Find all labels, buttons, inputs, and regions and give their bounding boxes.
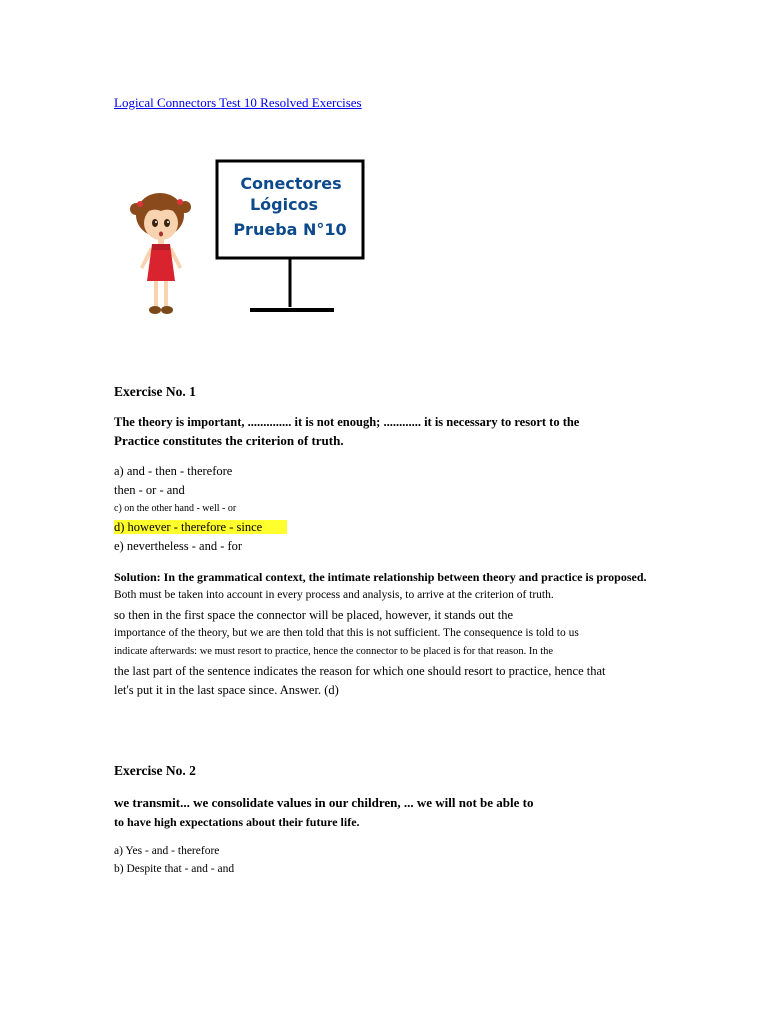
exercise2-option-a: a) Yes - and - therefore xyxy=(114,845,220,857)
answer-highlight: d) however - therefore - since xyxy=(114,520,287,534)
title-link[interactable]: Logical Connectors Test 10 Resolved Exercises xyxy=(114,95,362,110)
exercise1-heading: Exercise No. 1 xyxy=(114,384,196,399)
exercise1-option-d-highlighted xyxy=(114,520,287,535)
board-line-2: Lógicos xyxy=(249,195,319,214)
exercise2-heading: Exercise No. 2 xyxy=(114,763,196,778)
girl-figure xyxy=(130,193,191,314)
exercise1-option-c: c) on the other hand - well - or xyxy=(114,503,237,514)
exercise1-solution-line-1: Solution: In the grammatical context, the intimate relationship between theory and practice is proposed. xyxy=(114,570,647,584)
exercise1-question-line-1: The theory is important, .............. it is not enough; ............ it is necessary to resort to the xyxy=(114,415,580,429)
exercise1-solution-line-4: importance of the theory, but we are then told that this is not sufficient. The consequence is told to us xyxy=(114,627,579,639)
exercise2-option-b: b) Despite that - and - and xyxy=(114,863,235,875)
exercise1-solution-line-3: so then in the first space the connector will be placed, however, it stands out the xyxy=(114,608,514,622)
exercise2-question-line-2: to have high expectations about their future life. xyxy=(114,815,360,829)
exercise1-option-e: e) nevertheless - and - for xyxy=(114,539,243,553)
exercise1-question-line-2: Practice constitutes the criterion of truth. xyxy=(114,433,344,448)
exercise1-solution-line-5: indicate afterwards: we must resort to practice, hence the connector to be placed is for that reason. In the xyxy=(114,646,554,657)
exercise1-solution-line-6: the last part of the sentence indicates the reason for which one should resort to practice, hence that xyxy=(114,664,606,678)
board-line-1: Conectores xyxy=(240,174,342,193)
exercise1-solution-line-7: let's put it in the last space since. Answer. (d) xyxy=(114,683,339,697)
exercise1-solution-line-2: Both must be taken into account in every process and analysis, to arrive at the criterion of truth. xyxy=(114,589,554,601)
exercise1-option-a: a) and - then - therefore xyxy=(114,464,233,478)
exercise1-option-b: then - or - and xyxy=(114,483,185,497)
board-line-3: Prueba N°10 xyxy=(233,220,347,239)
exercise2-question-line-1: we transmit... we consolidate values in our children, ... we will not be able to xyxy=(114,795,534,810)
girl-with-board-illustration xyxy=(128,155,373,330)
